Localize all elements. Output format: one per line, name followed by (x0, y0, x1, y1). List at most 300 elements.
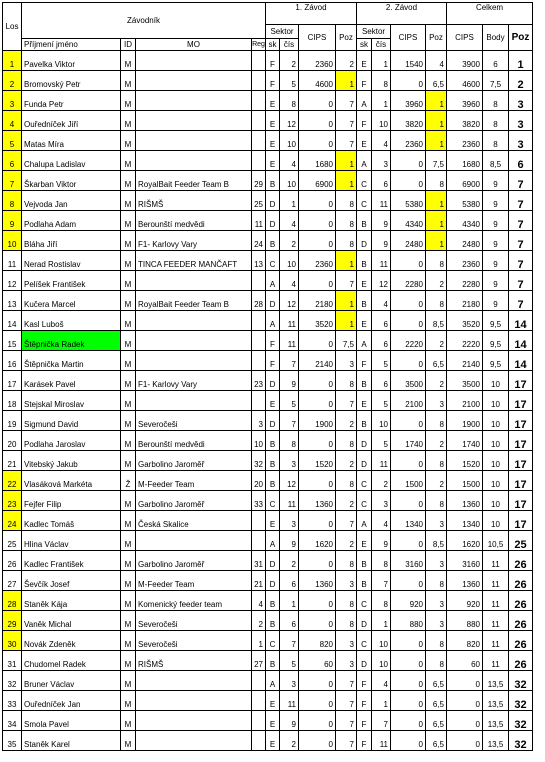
cell-reg: 2 (252, 611, 266, 631)
cell-los: 4 (3, 111, 22, 131)
table-row (3, 71, 533, 91)
cell-cips-total: 1740 (447, 431, 483, 451)
cell-sector-2: F (357, 691, 372, 711)
cell-reg (252, 271, 266, 291)
cell-poz-total: 6 (509, 151, 533, 171)
cell-mo: Severočeši (136, 631, 252, 651)
cell-mo (136, 111, 252, 131)
cell-los: 10 (3, 231, 22, 251)
cell-mo (136, 331, 252, 351)
cell-body: 7,5 (483, 71, 509, 91)
cell-los: 15 (3, 331, 22, 351)
cell-cips-total: 4600 (447, 71, 483, 91)
cell-cips-total: 2480 (447, 231, 483, 251)
cell-reg (252, 51, 266, 71)
cell-cips-2: 0 (391, 451, 426, 471)
cell-reg: 29 (252, 171, 266, 191)
cell-los: 34 (3, 711, 22, 731)
cell-id: M (121, 251, 136, 271)
cell-poz-1: 8 (336, 591, 357, 611)
cell-mo: Berounští medvědi (136, 431, 252, 451)
cell-cips-2: 920 (391, 591, 426, 611)
cell-poz-total: 14 (509, 331, 533, 351)
cell-reg (252, 131, 266, 151)
cell-poz-2: 3 (426, 551, 447, 571)
cell-poz-2: 8 (426, 651, 447, 671)
cell-reg: 25 (252, 191, 266, 211)
cell-sector-2: E (357, 131, 372, 151)
cell-cips-2: 4340 (391, 211, 426, 231)
cell-id: M (121, 371, 136, 391)
cell-body: 9,5 (483, 331, 509, 351)
cell-los: 9 (3, 211, 22, 231)
cell-sector-1: B (266, 651, 280, 671)
header-cips-2: CIPS (391, 25, 426, 51)
cell-name: Karásek Pavel (22, 371, 121, 391)
cell-poz-total: 7 (509, 171, 533, 191)
cell-body: 13,5 (483, 711, 509, 731)
cell-los: 11 (3, 251, 22, 271)
cell-poz-total: 17 (509, 391, 533, 411)
table-row (3, 311, 533, 331)
cell-number-1: 5 (280, 391, 299, 411)
cell-reg: 32 (252, 451, 266, 471)
cell-los: 30 (3, 631, 22, 651)
header-sk-2: sk (357, 39, 372, 51)
cell-poz-2: 8 (426, 631, 447, 651)
header-cis-2: čís (372, 39, 391, 51)
cell-cips-1: 0 (299, 271, 336, 291)
cell-number-2: 9 (372, 231, 391, 251)
cell-name: Hlina Václav (22, 531, 121, 551)
cell-sector-2: C (357, 171, 372, 191)
cell-poz-1: 7 (336, 731, 357, 751)
cell-poz-total: 7 (509, 211, 533, 231)
cell-poz-1: 1 (336, 171, 357, 191)
cell-number-2: 10 (372, 631, 391, 651)
cell-number-1: 3 (280, 451, 299, 471)
table-row (3, 731, 533, 751)
cell-number-1: 11 (280, 491, 299, 511)
cell-reg (252, 111, 266, 131)
cell-body: 13,5 (483, 731, 509, 751)
cell-los: 12 (3, 271, 22, 291)
cell-sector-2: B (357, 551, 372, 571)
cell-sector-1: D (266, 411, 280, 431)
cell-sector-1: F (266, 331, 280, 351)
cell-poz-total: 32 (509, 711, 533, 731)
cell-body: 9,5 (483, 311, 509, 331)
cell-mo (136, 131, 252, 151)
cell-id: M (121, 531, 136, 551)
cell-id: M (121, 351, 136, 371)
cell-poz-2: 2 (426, 271, 447, 291)
cell-cips-2: 1340 (391, 511, 426, 531)
cell-sector-2: F (357, 71, 372, 91)
cell-los: 5 (3, 131, 22, 151)
cell-poz-total: 7 (509, 231, 533, 251)
cell-name: Pelíšek František (22, 271, 121, 291)
cell-cips-2: 1540 (391, 51, 426, 71)
cell-cips-1: 0 (299, 131, 336, 151)
cell-poz-1: 8 (336, 471, 357, 491)
cell-mo: TINCA FEEDER MANČAFT (136, 251, 252, 271)
cell-cips-2: 3500 (391, 371, 426, 391)
cell-sector-2: E (357, 271, 372, 291)
cell-los: 31 (3, 651, 22, 671)
cell-number-2: 6 (372, 171, 391, 191)
cell-cips-total: 880 (447, 611, 483, 631)
cell-poz-1: 2 (336, 531, 357, 551)
cell-mo (136, 711, 252, 731)
cell-los: 6 (3, 151, 22, 171)
cell-poz-total: 3 (509, 131, 533, 151)
cell-poz-1: 7 (336, 131, 357, 151)
table-row (3, 531, 533, 551)
cell-poz-total: 32 (509, 671, 533, 691)
cell-id: Ž (121, 471, 136, 491)
header-poz-2: Poz (426, 25, 447, 51)
cell-cips-total: 820 (447, 631, 483, 651)
cell-number-1: 1 (280, 191, 299, 211)
cell-cips-1: 1620 (299, 531, 336, 551)
cell-cips-total: 2360 (447, 251, 483, 271)
cell-id: M (121, 431, 136, 451)
cell-mo (136, 531, 252, 551)
cell-number-1: 8 (280, 91, 299, 111)
cell-number-1: 4 (280, 151, 299, 171)
cell-sector-2: C (357, 631, 372, 651)
cell-number-1: 3 (280, 511, 299, 531)
cell-mo: RIŠMŠ (136, 191, 252, 211)
cell-cips-1: 0 (299, 711, 336, 731)
cell-name: Pavelka Viktor (22, 51, 121, 71)
cell-number-1: 5 (280, 651, 299, 671)
cell-cips-2: 0 (391, 291, 426, 311)
cell-los: 25 (3, 531, 22, 551)
cell-los: 19 (3, 411, 22, 431)
cell-cips-1: 2360 (299, 51, 336, 71)
cell-cips-2: 5380 (391, 191, 426, 211)
cell-sector-1: B (266, 611, 280, 631)
cell-poz-2: 8,5 (426, 531, 447, 551)
cell-poz-2: 6,5 (426, 71, 447, 91)
cell-body: 8 (483, 111, 509, 131)
cell-los: 18 (3, 391, 22, 411)
cell-poz-2: 8 (426, 491, 447, 511)
cell-mo (136, 391, 252, 411)
table-row (3, 351, 533, 371)
cell-mo: Berounští medvědi (136, 211, 252, 231)
table-row (3, 291, 533, 311)
cell-sector-1: D (266, 571, 280, 591)
cell-mo: RIŠMŠ (136, 651, 252, 671)
cell-number-2: 7 (372, 711, 391, 731)
cell-number-2: 3 (372, 491, 391, 511)
cell-poz-2: 8 (426, 251, 447, 271)
cell-los: 2 (3, 71, 22, 91)
cell-reg (252, 311, 266, 331)
cell-poz-2: 3 (426, 611, 447, 631)
cell-cips-2: 2280 (391, 271, 426, 291)
cell-number-1: 6 (280, 611, 299, 631)
cell-id: M (121, 551, 136, 571)
cell-cips-total: 1360 (447, 491, 483, 511)
cell-los: 20 (3, 431, 22, 451)
cell-sector-1: E (266, 131, 280, 151)
cell-number-2: 11 (372, 251, 391, 271)
cell-name: Nerad Rostislav (22, 251, 121, 271)
cell-sector-2: D (357, 651, 372, 671)
header-cis-1: čís (280, 39, 299, 51)
cell-sector-1: D (266, 371, 280, 391)
cell-body: 10 (483, 451, 509, 471)
cell-cips-1: 1360 (299, 491, 336, 511)
cell-body: 9 (483, 231, 509, 251)
cell-cips-1: 1900 (299, 411, 336, 431)
header-los: Los (3, 3, 22, 51)
cell-sector-2: E (357, 391, 372, 411)
cell-cips-2: 2480 (391, 231, 426, 251)
cell-reg (252, 671, 266, 691)
cell-body: 10,5 (483, 531, 509, 551)
cell-cips-1: 0 (299, 211, 336, 231)
cell-poz-1: 2 (336, 51, 357, 71)
cell-cips-1: 0 (299, 731, 336, 751)
cell-sector-1: E (266, 151, 280, 171)
cell-number-1: 6 (280, 571, 299, 591)
cell-sector-2: D (357, 451, 372, 471)
cell-number-1: 5 (280, 71, 299, 91)
cell-name: Kadlec Tomáš (22, 511, 121, 531)
cell-number-1: 1 (280, 591, 299, 611)
cell-cips-2: 0 (391, 691, 426, 711)
cell-cips-1: 0 (299, 111, 336, 131)
cell-number-1: 11 (280, 311, 299, 331)
cell-name: Kučera Marcel (22, 291, 121, 311)
cell-poz-2: 8 (426, 411, 447, 431)
cell-sector-1: B (266, 471, 280, 491)
cell-id: M (121, 51, 136, 71)
header-zavod-1: 1. Závod (266, 3, 357, 25)
cell-sector-2: D (357, 231, 372, 251)
table-row (3, 51, 533, 71)
header-poz-total: Poz (509, 25, 533, 51)
cell-sector-2: F (357, 351, 372, 371)
cell-los: 17 (3, 371, 22, 391)
cell-number-1: 12 (280, 111, 299, 131)
cell-number-1: 10 (280, 131, 299, 151)
cell-sector-1: E (266, 111, 280, 131)
cell-poz-2: 7,5 (426, 151, 447, 171)
cell-number-2: 8 (372, 71, 391, 91)
cell-body: 10 (483, 391, 509, 411)
cell-cips-1: 0 (299, 191, 336, 211)
cell-sector-2: C (357, 471, 372, 491)
cell-poz-total: 14 (509, 311, 533, 331)
cell-name: Sigmund David (22, 411, 121, 431)
cell-poz-1: 1 (336, 71, 357, 91)
header-zavodnik: Závodník (22, 3, 266, 39)
cell-cips-2: 0 (391, 411, 426, 431)
cell-los: 21 (3, 451, 22, 471)
cell-cips-total: 0 (447, 691, 483, 711)
cell-sector-2: E (357, 51, 372, 71)
cell-name: Chudomel Radek (22, 651, 121, 671)
cell-number-2: 6 (372, 331, 391, 351)
cell-cips-2: 0 (391, 151, 426, 171)
cell-poz-2: 6,5 (426, 691, 447, 711)
cell-cips-total: 920 (447, 591, 483, 611)
header-sk-1: sk (266, 39, 280, 51)
cell-mo: Česká Skalice (136, 511, 252, 531)
cell-mo (136, 351, 252, 371)
cell-sector-2: C (357, 491, 372, 511)
cell-cips-total: 1500 (447, 471, 483, 491)
cell-cips-2: 1500 (391, 471, 426, 491)
cell-los: 22 (3, 471, 22, 491)
cell-body: 11 (483, 571, 509, 591)
cell-los: 3 (3, 91, 22, 111)
cell-number-1: 11 (280, 331, 299, 351)
cell-name: Staněk Karel (22, 731, 121, 751)
cell-number-2: 10 (372, 651, 391, 671)
cell-poz-1: 3 (336, 571, 357, 591)
cell-number-2: 7 (372, 571, 391, 591)
cell-name: Ševčík Josef (22, 571, 121, 591)
cell-poz-total: 26 (509, 611, 533, 631)
cell-sector-1: C (266, 491, 280, 511)
cell-id: M (121, 231, 136, 251)
cell-poz-2: 8 (426, 171, 447, 191)
cell-reg (252, 91, 266, 111)
cell-number-2: 8 (372, 591, 391, 611)
cell-cips-2: 1740 (391, 431, 426, 451)
cell-name: Ouředníček Jan (22, 691, 121, 711)
cell-los: 33 (3, 691, 22, 711)
cell-poz-total: 2 (509, 71, 533, 91)
cell-sector-2: A (357, 511, 372, 531)
cell-sector-1: A (266, 311, 280, 331)
cell-name: Novák Zdeněk (22, 631, 121, 651)
cell-poz-2: 8 (426, 291, 447, 311)
cell-poz-1: 1 (336, 151, 357, 171)
cell-number-2: 8 (372, 551, 391, 571)
cell-poz-2: 1 (426, 231, 447, 251)
cell-poz-2: 8 (426, 451, 447, 471)
cell-sector-2: A (357, 151, 372, 171)
cell-id: M (121, 731, 136, 751)
cell-sector-1: F (266, 71, 280, 91)
cell-cips-2: 0 (391, 251, 426, 271)
cell-reg (252, 691, 266, 711)
cell-poz-1: 3 (336, 651, 357, 671)
cell-cips-2: 0 (391, 631, 426, 651)
cell-mo (136, 91, 252, 111)
cell-number-1: 7 (280, 411, 299, 431)
cell-sector-1: A (266, 271, 280, 291)
header-id: ID (121, 39, 136, 51)
cell-poz-1: 7 (336, 511, 357, 531)
cell-cips-1: 0 (299, 331, 336, 351)
header-sektor-2: Sektor (357, 25, 391, 39)
cell-id: M (121, 291, 136, 311)
cell-los: 29 (3, 611, 22, 631)
cell-name: Staněk Kája (22, 591, 121, 611)
cell-poz-2: 6,5 (426, 671, 447, 691)
cell-cips-1: 0 (299, 691, 336, 711)
header-celkem: Celkem (447, 3, 533, 25)
cell-reg: 11 (252, 211, 266, 231)
cell-sector-2: E (357, 531, 372, 551)
cell-poz-total: 17 (509, 511, 533, 531)
cell-sector-1: D (266, 211, 280, 231)
cell-sector-2: B (357, 291, 372, 311)
table-row (3, 391, 533, 411)
cell-name: Fejfer Filip (22, 491, 121, 511)
cell-name: Škarban Viktor (22, 171, 121, 191)
table-row (3, 131, 533, 151)
cell-id: M (121, 71, 136, 91)
cell-reg (252, 351, 266, 371)
cell-cips-total: 0 (447, 711, 483, 731)
cell-number-1: 2 (280, 51, 299, 71)
cell-sector-2: B (357, 211, 372, 231)
cell-cips-total: 0 (447, 731, 483, 751)
cell-poz-2: 2 (426, 431, 447, 451)
cell-cips-1: 3520 (299, 311, 336, 331)
cell-cips-1: 2180 (299, 291, 336, 311)
cell-body: 9 (483, 211, 509, 231)
cell-id: M (121, 611, 136, 631)
cell-number-2: 6 (372, 311, 391, 331)
cell-sector-1: E (266, 91, 280, 111)
cell-poz-2: 1 (426, 91, 447, 111)
cell-reg: 13 (252, 251, 266, 271)
cell-mo: Komenický feeder team (136, 591, 252, 611)
cell-los: 28 (3, 591, 22, 611)
cell-los: 27 (3, 571, 22, 591)
cell-poz-2: 2 (426, 371, 447, 391)
cell-poz-1: 1 (336, 251, 357, 271)
table-row (3, 691, 533, 711)
table-row (3, 551, 533, 571)
cell-body: 9,5 (483, 351, 509, 371)
cell-reg: 33 (252, 491, 266, 511)
cell-number-1: 9 (280, 531, 299, 551)
cell-sector-1: F (266, 51, 280, 71)
cell-number-1: 3 (280, 671, 299, 691)
cell-body: 9 (483, 251, 509, 271)
table-row (3, 611, 533, 631)
cell-number-2: 5 (372, 391, 391, 411)
header-sektor-1: Sektor (266, 25, 299, 39)
cell-poz-total: 26 (509, 571, 533, 591)
cell-id: M (121, 331, 136, 351)
table-row (3, 191, 533, 211)
cell-body: 11 (483, 631, 509, 651)
cell-mo (136, 51, 252, 71)
header-zavod-2: 2. Závod (357, 3, 447, 25)
header-mo: MO (136, 39, 252, 51)
cell-mo: F1- Karlovy Vary (136, 371, 252, 391)
cell-body: 10 (483, 371, 509, 391)
cell-sector-2: B (357, 371, 372, 391)
table-row (3, 631, 533, 651)
cell-name: Vaněk Michal (22, 611, 121, 631)
table-row (3, 491, 533, 511)
cell-sector-1: C (266, 251, 280, 271)
